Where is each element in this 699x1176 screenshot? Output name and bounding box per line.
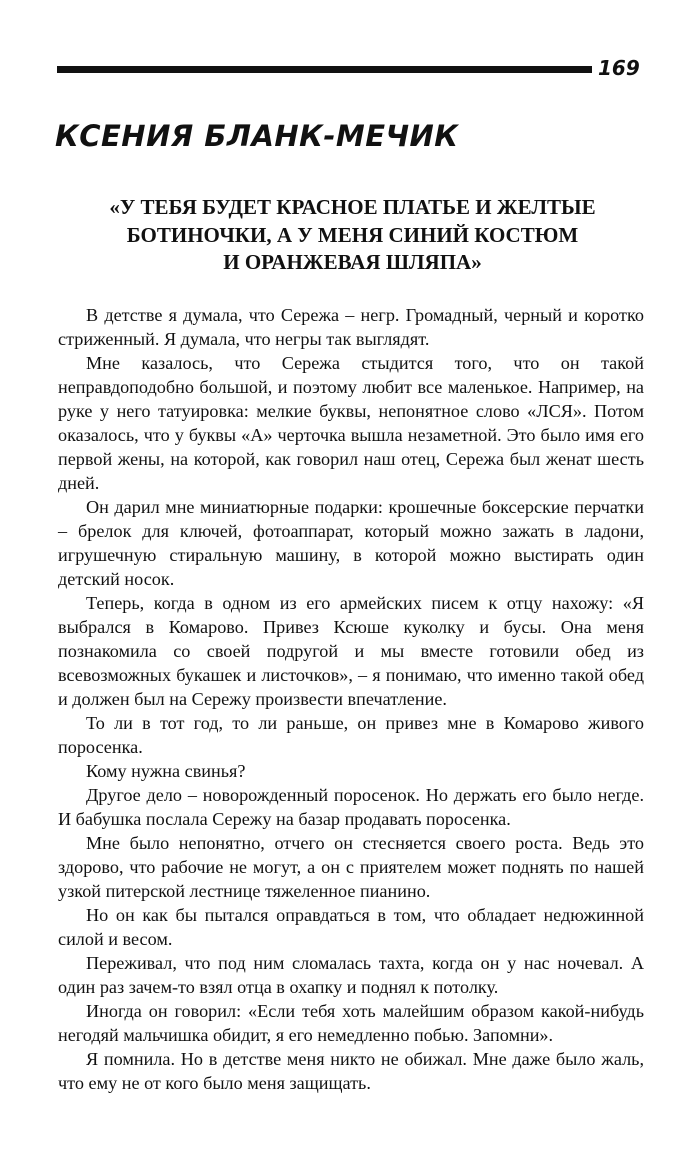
- body-text: [58, 303, 644, 1095]
- chapter-title-line: «У ТЕБЯ БУДЕТ КРАСНОЕ ПЛАТЬЕ И ЖЕЛТЫЕ: [109, 195, 596, 219]
- chapter-title-line: И ОРАНЖЕВАЯ ШЛЯПА»: [223, 250, 482, 274]
- chapter-title: [60, 194, 645, 277]
- paragraph: Другое дело – новорожденный поросенок. Но держать его было негде. И бабушка послала Сережу на базар продавать поросенка.: [58, 785, 644, 829]
- paragraph: Он дарил мне миниатюрные подарки: крошечные боксерские перчатки – брелок для ключей, фотоаппарат, который можно зажать в ладони, игрушечную стиральную машину, в которой можно выстирать один детский носок.: [58, 497, 644, 589]
- paragraph: Но он как бы пытался оправдаться в том, что обладает недюжинной силой и весом.: [58, 905, 644, 949]
- header-rule: [57, 66, 592, 73]
- chapter-title-line: БОТИНОЧКИ, А У МЕНЯ СИНИЙ КОСТЮМ: [126, 222, 579, 247]
- page-number: 169: [598, 56, 640, 80]
- paragraph: В детстве я думала, что Сережа – негр. Громадный, черный и коротко стриженный. Я думала, что негры так выглядят.: [58, 305, 644, 349]
- paragraph: Иногда он говорил: «Если тебя хоть малейшим образом какой-нибудь негодяй мальчишка обидит, я его немедленно побью. Запомни».: [58, 1001, 644, 1045]
- paragraph: То ли в тот год, то ли раньше, он привез мне в Комарово живого поросенка.: [58, 713, 644, 757]
- paragraph: Теперь, когда в одном из его армейских писем к отцу нахожу: «Я выбрался в Комарово. Привез Ксюше куколку и бусы. Она меня познакомила со своей подругой и мы вместе готовили обед из всевозможных букашек и листочков», – я понимаю, что именно такой обед и должен был на Сережу произвести впечатление.: [58, 593, 644, 709]
- paragraph: Мне было непонятно, отчего он стесняется своего роста. Ведь это здорово, что рабочие не могут, а он с приятелем может поднять по нашей узкой питерской лестнице тяжеленное пианино.: [58, 833, 644, 901]
- author-name: КСЕНИЯ БЛАНК-МЕЧИК: [55, 119, 459, 153]
- paragraph: Переживал, что под ним сломалась тахта, когда он у нас ночевал. А один раз зачем-то взял отца в охапку и поднял к потолку.: [58, 953, 644, 997]
- paragraph: Мне казалось, что Сережа стыдится того, что он такой неправдоподобно большой, и поэтому любит все маленькое. Например, на руке у него татуировка: мелкие буквы, непонятное слово «ЛСЯ». Потом оказалось, что у буквы «А» черточка вышла незаметной. Это было имя его первой жены, на которой, как говорил наш отец, Сережа был женат шесть дней.: [58, 353, 644, 493]
- paragraph: Я помнила. Но в детстве меня никто не обижал. Мне даже было жаль, что ему не от кого было меня защищать.: [58, 1049, 644, 1093]
- paragraph: Кому нужна свинья?: [86, 761, 246, 781]
